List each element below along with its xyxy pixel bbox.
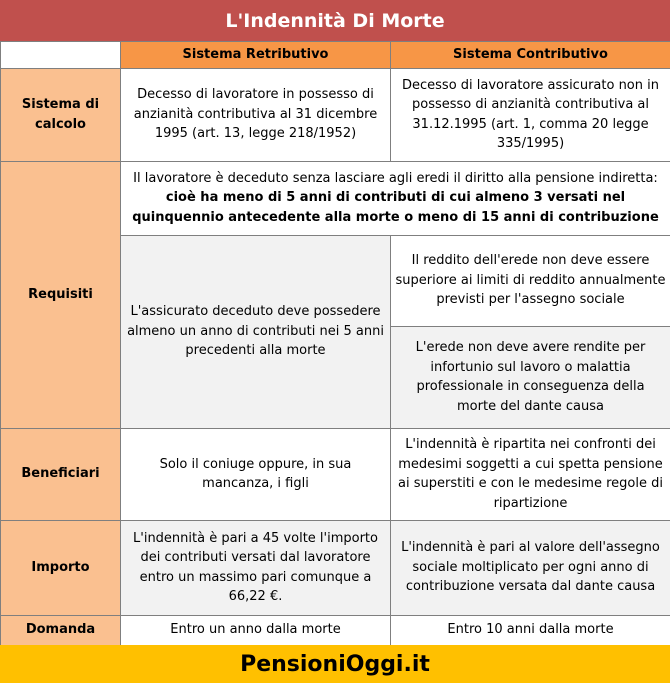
requisiti-common-cell (121, 161, 670, 235)
row-requisiti-common (1, 161, 670, 235)
row-label-sistema-calcolo: Sistema di calcolo (1, 68, 121, 161)
column-header-contributivo: Sistema Contributivo (391, 42, 670, 69)
row-label-domanda: Domanda (1, 615, 121, 645)
requisiti-contributivo-reddito-cell: Il reddito dell'erede non deve essere superiore ai limiti di reddito annualmente previsti per l'assegno sociale (391, 235, 670, 326)
row-beneficiari (1, 428, 670, 520)
domanda-contributivo-cell: Entro 10 anni dalla morte (391, 615, 670, 645)
column-header-retributivo: Sistema Retributivo (121, 42, 391, 69)
site-brand-footer: PensioniOggi.it (0, 645, 670, 683)
table-title: L'Indennità Di Morte (0, 0, 670, 42)
comparison-table (0, 41, 670, 646)
row-label-requisiti: Requisiti (1, 161, 121, 428)
domanda-retributivo-cell: Entro un anno dalla morte (121, 615, 391, 645)
row-importo (1, 520, 670, 615)
importo-contributivo-cell: L'indennità è pari al valore dell'assegno sociale moltiplicato per ogni anno di contribuzione versata dal dante causa (391, 520, 670, 615)
requisiti-common-bold-text: cioè ha meno di 5 anni di contributi di cui almeno 3 versati nel quinquennio antecedente alla morte o meno di 15 anni di contribuzione (132, 190, 659, 225)
calcolo-contributivo-cell: Decesso di lavoratore assicurato non in possesso di anzianità contributiva al 31.12.1995 (art. 1, comma 20 legge 335/1995) (391, 68, 670, 161)
requisiti-contributivo-rendite-cell: L'erede non deve avere rendite per infortunio sul lavoro o malattia professionale in conseguenza della morte del dante causa (391, 326, 670, 428)
column-header-row (1, 42, 670, 69)
row-domanda (1, 615, 670, 645)
beneficiari-contributivo-cell: L'indennità è ripartita nei confronti dei medesimi soggetti a cui spetta pensione ai superstiti e con le medesime regole di ripartizione (391, 428, 670, 520)
importo-retributivo-cell: L'indennità è pari a 45 volte l'importo dei contributi versati dal lavoratore entro un massimo pari comunque a 66,22 €. (121, 520, 391, 615)
calcolo-retributivo-cell: Decesso di lavoratore in possesso di anzianità contributiva al 31 dicembre 1995 (art. 13, legge 218/1952) (121, 68, 391, 161)
requisiti-retributivo-cell: L'assicurato deceduto deve possedere almeno un anno di contributi nei 5 anni precedenti alla morte (121, 235, 391, 428)
row-sistema-calcolo (1, 68, 670, 161)
requisiti-common-text: Il lavoratore è deceduto senza lasciare agli eredi il diritto alla pensione indiretta: (133, 170, 658, 186)
row-label-importo: Importo (1, 520, 121, 615)
corner-cell (1, 42, 121, 69)
beneficiari-retributivo-cell: Solo il coniuge oppure, in sua mancanza, i figli (121, 428, 391, 520)
row-label-beneficiari: Beneficiari (1, 428, 121, 520)
